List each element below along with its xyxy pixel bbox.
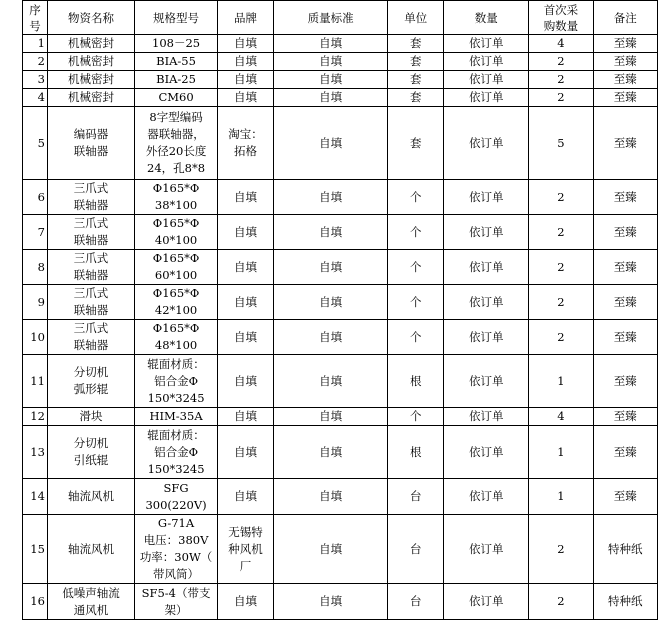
cell-first: 2 — [529, 71, 593, 89]
cell-spec: SFG 300(220V) — [135, 479, 218, 515]
table-row — [23, 35, 658, 53]
cell-unit: 套 — [388, 53, 444, 71]
cell-quality: 自填 — [274, 180, 388, 215]
cell-name: 低噪声轴流 通风机 — [47, 584, 134, 620]
cell-name: 三爪式 联轴器 — [47, 180, 134, 215]
cell-unit: 台 — [388, 479, 444, 515]
cell-brand: 无锡特 种风机 厂 — [218, 515, 274, 584]
table-row — [23, 285, 658, 320]
header-spec: 规格型号 — [135, 1, 218, 35]
header-note: 备注 — [593, 1, 657, 35]
cell-quality: 自填 — [274, 408, 388, 426]
cell-qty: 依订单 — [444, 479, 529, 515]
cell-no: 3 — [23, 71, 48, 89]
cell-brand: 自填 — [218, 285, 274, 320]
cell-first: 2 — [529, 285, 593, 320]
cell-qty: 依订单 — [444, 180, 529, 215]
cell-no: 14 — [23, 479, 48, 515]
cell-first: 2 — [529, 250, 593, 285]
header-brand: 品牌 — [218, 1, 274, 35]
cell-spec: CM60 — [135, 89, 218, 107]
cell-unit: 根 — [388, 355, 444, 408]
cell-first: 1 — [529, 479, 593, 515]
cell-quality: 自填 — [274, 215, 388, 250]
cell-unit: 个 — [388, 180, 444, 215]
cell-first: 1 — [529, 355, 593, 408]
cell-qty: 依订单 — [444, 35, 529, 53]
cell-brand: 自填 — [218, 53, 274, 71]
cell-qty: 依订单 — [444, 355, 529, 408]
cell-first: 2 — [529, 215, 593, 250]
cell-no: 15 — [23, 515, 48, 584]
table-row — [23, 320, 658, 355]
cell-unit: 个 — [388, 285, 444, 320]
cell-name: 三爪式 联轴器 — [47, 250, 134, 285]
cell-name: 机械密封 — [47, 89, 134, 107]
table-body — [23, 35, 658, 620]
cell-spec: Φ165*Φ 48*100 — [135, 320, 218, 355]
cell-note: 至臻 — [593, 250, 657, 285]
cell-first: 2 — [529, 515, 593, 584]
cell-no: 7 — [23, 215, 48, 250]
cell-brand: 自填 — [218, 355, 274, 408]
cell-quality: 自填 — [274, 355, 388, 408]
cell-brand: 自填 — [218, 215, 274, 250]
table-row — [23, 250, 658, 285]
cell-unit: 套 — [388, 35, 444, 53]
cell-unit: 根 — [388, 426, 444, 479]
cell-brand: 自填 — [218, 426, 274, 479]
cell-name: 机械密封 — [47, 35, 134, 53]
cell-name: 三爪式 联轴器 — [47, 215, 134, 250]
cell-note: 至臻 — [593, 479, 657, 515]
cell-first: 4 — [529, 35, 593, 53]
cell-spec: G-71A 电压：380V 功率：30W（ 带风筒） — [135, 515, 218, 584]
cell-unit: 个 — [388, 408, 444, 426]
cell-unit: 套 — [388, 89, 444, 107]
cell-brand: 自填 — [218, 408, 274, 426]
cell-qty: 依订单 — [444, 107, 529, 180]
cell-first: 2 — [529, 53, 593, 71]
cell-no: 1 — [23, 35, 48, 53]
cell-unit: 台 — [388, 584, 444, 620]
cell-quality: 自填 — [274, 71, 388, 89]
cell-first: 2 — [529, 584, 593, 620]
cell-brand: 自填 — [218, 320, 274, 355]
cell-no: 9 — [23, 285, 48, 320]
cell-spec: BIA-25 — [135, 71, 218, 89]
cell-unit: 套 — [388, 71, 444, 89]
cell-name: 三爪式 联轴器 — [47, 285, 134, 320]
cell-qty: 依订单 — [444, 53, 529, 71]
table-row — [23, 355, 658, 408]
table-header — [23, 1, 658, 35]
header-qty: 数量 — [444, 1, 529, 35]
cell-quality: 自填 — [274, 53, 388, 71]
cell-quality: 自填 — [274, 584, 388, 620]
cell-first: 4 — [529, 408, 593, 426]
cell-quality: 自填 — [274, 89, 388, 107]
cell-qty: 依订单 — [444, 215, 529, 250]
cell-no: 13 — [23, 426, 48, 479]
cell-qty: 依订单 — [444, 584, 529, 620]
cell-first: 1 — [529, 426, 593, 479]
header-quality: 质量标准 — [274, 1, 388, 35]
cell-quality: 自填 — [274, 426, 388, 479]
cell-note: 至臻 — [593, 426, 657, 479]
cell-no: 10 — [23, 320, 48, 355]
cell-note: 至臻 — [593, 408, 657, 426]
cell-name: 机械密封 — [47, 71, 134, 89]
table-row — [23, 426, 658, 479]
cell-brand: 自填 — [218, 89, 274, 107]
cell-quality: 自填 — [274, 515, 388, 584]
cell-spec: SF5-4（带支 架） — [135, 584, 218, 620]
cell-no: 12 — [23, 408, 48, 426]
cell-spec: 8字型编码 器联轴器， 外径20长度 24，孔8*8 — [135, 107, 218, 180]
cell-note: 特种纸 — [593, 515, 657, 584]
cell-name: 分切机 引纸辊 — [47, 426, 134, 479]
cell-no: 11 — [23, 355, 48, 408]
cell-brand: 淘宝： 拓格 — [218, 107, 274, 180]
cell-note: 至臻 — [593, 107, 657, 180]
table-row — [23, 107, 658, 180]
cell-brand: 自填 — [218, 479, 274, 515]
cell-note: 至臻 — [593, 35, 657, 53]
table-row — [23, 89, 658, 107]
cell-quality: 自填 — [274, 35, 388, 53]
cell-spec: 辊面材质： 铝合金Φ 150*3245 — [135, 426, 218, 479]
cell-spec: 108－25 — [135, 35, 218, 53]
cell-name: 编码器 联轴器 — [47, 107, 134, 180]
cell-brand: 自填 — [218, 250, 274, 285]
cell-spec: HIM-35A — [135, 408, 218, 426]
header-name: 物资名称 — [47, 1, 134, 35]
materials-table — [22, 0, 658, 620]
cell-spec: Φ165*Φ 60*100 — [135, 250, 218, 285]
cell-spec: 辊面材质： 铝合金Φ 150*3245 — [135, 355, 218, 408]
cell-no: 16 — [23, 584, 48, 620]
cell-name: 轴流风机 — [47, 515, 134, 584]
cell-unit: 个 — [388, 215, 444, 250]
table-row — [23, 71, 658, 89]
cell-note: 至臻 — [593, 285, 657, 320]
cell-first: 5 — [529, 107, 593, 180]
cell-first: 2 — [529, 320, 593, 355]
cell-brand: 自填 — [218, 35, 274, 53]
cell-note: 至臻 — [593, 215, 657, 250]
cell-name: 轴流风机 — [47, 479, 134, 515]
cell-quality: 自填 — [274, 320, 388, 355]
cell-name: 分切机 弧形辊 — [47, 355, 134, 408]
table-row — [23, 53, 658, 71]
cell-note: 至臻 — [593, 180, 657, 215]
cell-unit: 套 — [388, 107, 444, 180]
cell-qty: 依订单 — [444, 250, 529, 285]
cell-spec: Φ165*Φ 40*100 — [135, 215, 218, 250]
cell-spec: BIA-55 — [135, 53, 218, 71]
cell-no: 6 — [23, 180, 48, 215]
cell-qty: 依订单 — [444, 426, 529, 479]
cell-spec: Φ165*Φ 38*100 — [135, 180, 218, 215]
cell-quality: 自填 — [274, 285, 388, 320]
header-first: 首次采 购数量 — [529, 1, 593, 35]
cell-note: 至臻 — [593, 53, 657, 71]
cell-qty: 依订单 — [444, 89, 529, 107]
cell-quality: 自填 — [274, 250, 388, 285]
table-row — [23, 215, 658, 250]
table-row — [23, 408, 658, 426]
cell-qty: 依订单 — [444, 285, 529, 320]
header-no: 序 号 — [23, 1, 48, 35]
table-row — [23, 515, 658, 584]
cell-qty: 依订单 — [444, 515, 529, 584]
cell-spec: Φ165*Φ 42*100 — [135, 285, 218, 320]
cell-first: 2 — [529, 89, 593, 107]
cell-note: 特种纸 — [593, 584, 657, 620]
cell-unit: 台 — [388, 515, 444, 584]
cell-name: 三爪式 联轴器 — [47, 320, 134, 355]
cell-brand: 自填 — [218, 180, 274, 215]
cell-no: 5 — [23, 107, 48, 180]
cell-quality: 自填 — [274, 107, 388, 180]
cell-qty: 依订单 — [444, 320, 529, 355]
cell-note: 至臻 — [593, 89, 657, 107]
cell-note: 至臻 — [593, 320, 657, 355]
cell-name: 机械密封 — [47, 53, 134, 71]
cell-unit: 个 — [388, 320, 444, 355]
cell-qty: 依订单 — [444, 71, 529, 89]
cell-first: 2 — [529, 180, 593, 215]
cell-brand: 自填 — [218, 71, 274, 89]
cell-quality: 自填 — [274, 479, 388, 515]
cell-no: 8 — [23, 250, 48, 285]
cell-unit: 个 — [388, 250, 444, 285]
header-unit: 单位 — [388, 1, 444, 35]
cell-note: 至臻 — [593, 71, 657, 89]
cell-name: 滑块 — [47, 408, 134, 426]
cell-brand: 自填 — [218, 584, 274, 620]
cell-no: 4 — [23, 89, 48, 107]
table-row — [23, 584, 658, 620]
table-row — [23, 479, 658, 515]
table-row — [23, 180, 658, 215]
cell-qty: 依订单 — [444, 408, 529, 426]
cell-no: 2 — [23, 53, 48, 71]
cell-note: 至臻 — [593, 355, 657, 408]
